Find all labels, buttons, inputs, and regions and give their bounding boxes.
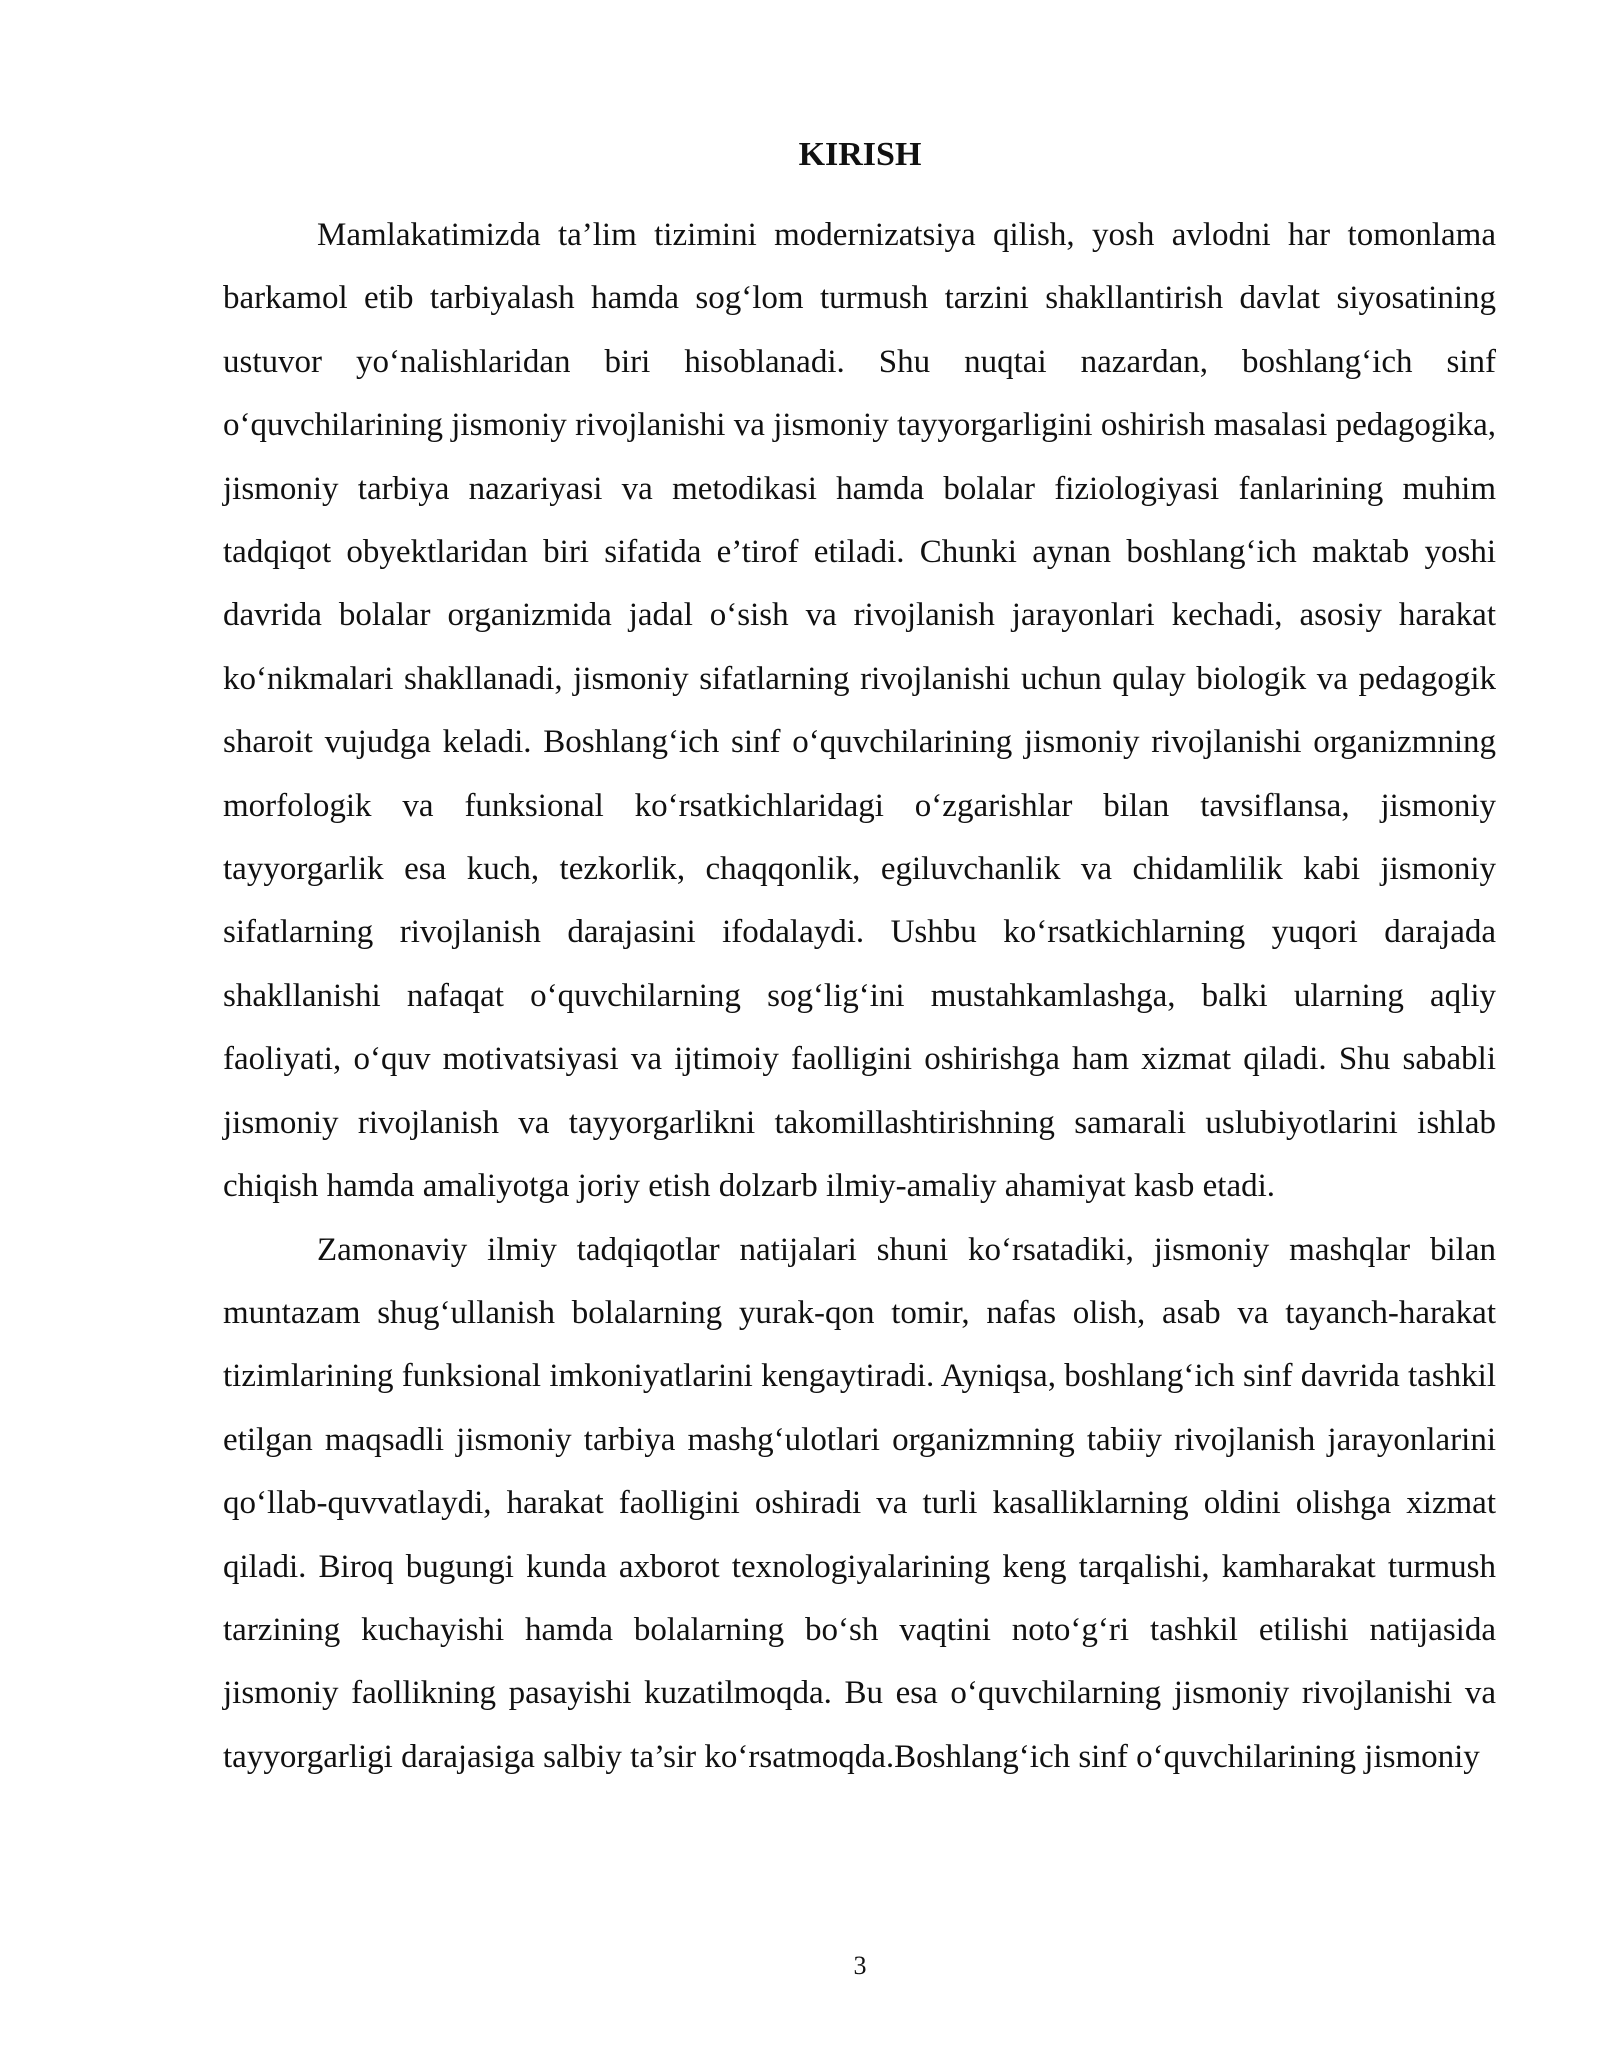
paragraph-1: Mamlakatimizda ta’lim tizimini modernizatsiya qilish, yosh avlodni har tomonlama barkamol etib tarbiyalash hamda sog‘lom turmush tarzini shakllantirish davlat siyosatining ustuvor yo‘nalishlaridan biri hisoblanadi. Shu nuqtai nazardan, boshlang‘ich sinf o‘quvchilarining jismoniy rivojlanishi va jismoniy tayyorgarligini oshirish masalasi pedagogika, jismoniy tarbiya nazariyasi va metodikasi hamda bolalar fiziologiyasi fanlarining muhim tadqiqot obyektlaridan biri sifatida e’tirof etiladi. Chunki aynan boshlang‘ich maktab yoshi davrida bolalar organizmida jadal o‘sish va rivojlanish jarayonlari kechadi, asosiy harakat ko‘nikmalari shakllanadi, jismoniy sifatlarning rivojlanishi uchun qulay biologik va pedagogik sharoit vujudga keladi. Boshlang‘ich sinf o‘quvchilarining jismoniy rivojlanishi organizmning morfologik va funksional ko‘rsatkichlaridagi o‘zgarishlar bilan tavsiflansa, jismoniy tayyorgarlik esa kuch, tezkorlik, chaqqonlik, egiluvchanlik va chidamlilik kabi jismoniy sifatlarning rivojlanish darajasini ifodalaydi. Ushbu ko‘rsatkichlarning yuqori darajada shakllanishi nafaqat o‘quvchilarning sog‘lig‘ini mustahkamlashga, balki ularning aqliy faoliyati, o‘quv motivatsiyasi va ijtimoiy faolligini oshirishga ham xizmat qiladi. Shu sababli jismoniy rivojlanish va tayyorgarlikni takomillashtirishning samarali uslubiyotlarini ishlab chiqish hamda amaliyotga joriy etish dolzarb ilmiy-amaliy ahamiyat kasb etadi. [223,217,1496,1205]
page-title: KIRISH [798,136,922,173]
body-text [223,204,1496,1789]
page-number: 3 [853,1951,867,1980]
paragraph-2: Zamonaviy ilmiy tadqiqotlar natijalari shuni ko‘rsatadiki, jismoniy mashqlar bilan muntazam shug‘ullanish bolalarning yurak-qon tomir, nafas olish, asab va tayanch-harakat tizimlarining funksional imkoniyatlarini kengaytiradi. Ayniqsa, boshlang‘ich sinf davrida tashkil etilgan maqsadli jismoniy tarbiya mashg‘ulotlari organizmning tabiiy rivojlanish jarayonlarini qo‘llab-quvvatlaydi, harakat faolligini oshiradi va turli kasalliklarning oldini olishga xizmat qiladi. Biroq bugungi kunda axborot texnologiyalarining keng tarqalishi, kamharakat turmush tarzining kuchayishi hamda bolalarning bo‘sh vaqtini noto‘g‘ri tashkil etilishi natijasida jismoniy faollikning pasayishi kuzatilmoqda. Bu esa o‘quvchilarning jismoniy rivojlanishi va tayyorgarligi darajasiga salbiy ta’sir ko‘rsatmoqda.Boshlang‘ich sinf o‘quvchilarining jismoniy [223,1231,1496,1775]
